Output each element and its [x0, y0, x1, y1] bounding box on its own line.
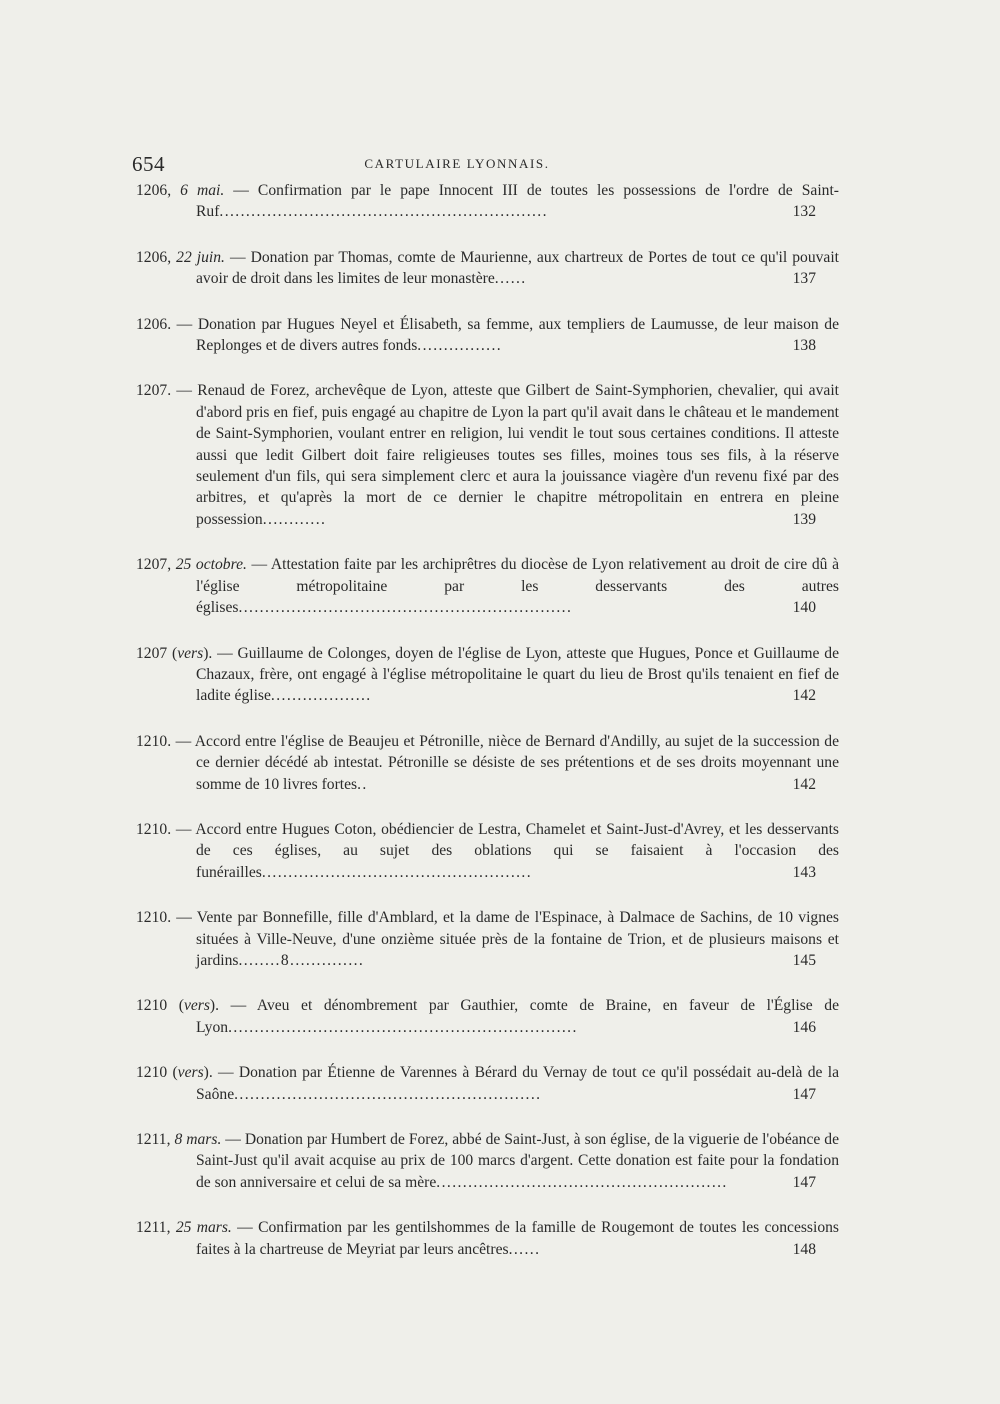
list-item: [136, 380, 839, 530]
page-number: 654: [132, 152, 165, 176]
entry-date-suffix: ).: [203, 644, 213, 662]
list-item: [136, 907, 839, 971]
page-reference: 140: [792, 599, 816, 617]
entry-description: — Attestation faite par les archiprêtres du diocèse de Lyon relativement au droit de cire dû à l'église métropolitaine par les desservants des autres églises: [196, 556, 839, 617]
entry-description: — Donation par Thomas, comte de Maurienne, aux chartreux de Portes de tout ce qu'il pouvait avoir de droit dans les limites de leur monastère: [196, 248, 839, 288]
leader-dots: ..................................................................: [228, 1018, 578, 1036]
entry-date: 1206,: [136, 182, 181, 199]
leader-dots: ...................: [270, 687, 372, 705]
page-reference: 137: [792, 270, 816, 288]
entry-date-italic: vers: [177, 644, 204, 662]
page-reference: 138: [792, 337, 816, 355]
entry-date: 1206.: [136, 315, 172, 333]
entry-date: 1207.: [136, 382, 172, 400]
entry-text: [136, 314, 839, 357]
list-item: [136, 1129, 839, 1193]
leader-dots: ............: [262, 510, 327, 528]
leader-dots: ........8..............: [238, 951, 365, 969]
running-title: CARTULAIRE LYONNAIS.: [364, 156, 550, 171]
entry-text: [136, 907, 839, 971]
entry-date-italic: 25 octobre.: [175, 556, 247, 574]
entry-date: 1210 (: [136, 997, 184, 1015]
page-reference: 139: [792, 510, 816, 528]
entry-text: [136, 819, 839, 883]
page-reference: 148: [792, 1240, 816, 1258]
entry-date-italic: 22 juin.: [176, 248, 225, 266]
entry-date-italic: vers: [183, 997, 210, 1015]
entry-text: [136, 995, 839, 1038]
entry-list: [136, 180, 840, 1284]
page-reference: 143: [792, 863, 816, 881]
page-header: [132, 150, 782, 176]
entry-date: 1210.: [136, 732, 172, 750]
entry-description: — Donation par Humbert de Forez, abbé de Saint-Just, à son église, de la viguerie de l'obéance de Saint-Just qu'il avait acquise au prix de 100 marcs d'argent. Cette donation est faite pour la fondation de son anniversaire et celui de sa mère: [196, 1131, 839, 1191]
entry-description: — Guillaume de Colonges, doyen de l'église de Lyon, atteste que Hugues, Ponce et Guillaume de Chazaux, frère, ont engagé à l'église métropolitaine le quart du lieu de Brost qu'ils tenaient en fief de ladite église: [196, 644, 840, 705]
entry-date: 1211,: [136, 1131, 175, 1148]
page-reference: 147: [792, 1085, 816, 1103]
entry-description: — Confirmation par les gentilshommes de la famille de Rougemont de toutes les concessions faites à la chartreuse de Meyriat par leurs ancêtres: [196, 1219, 839, 1258]
list-item: [136, 995, 839, 1038]
entry-description: — Aveu et dénombrement par Gauthier, comte de Braine, en faveur de l'Église de Lyon: [196, 997, 839, 1036]
entry-description: — Accord entre l'église de Beaujeu et Pétronille, nièce de Bernard d'Andilly, au sujet de la succession de ce dernier décédé ab intestat. Pétronille se désiste de ses prétentions et de ses droits moyennant une somme de 10 livres fortes: [171, 732, 839, 793]
page-reference: 142: [792, 687, 816, 705]
entry-date: 1207 (: [136, 644, 178, 662]
entry-date-suffix: ).: [209, 997, 220, 1015]
entry-date-italic: 8 mars.: [174, 1131, 222, 1148]
list-item: [136, 554, 839, 618]
page-reference: 145: [792, 951, 816, 969]
leader-dots: .......................................................: [436, 1173, 728, 1191]
entry-text: [136, 380, 839, 530]
entry-text: [136, 643, 839, 707]
list-item: [136, 314, 839, 357]
list-item: [136, 819, 839, 883]
leader-dots: ......: [508, 1240, 541, 1258]
entry-text: [136, 180, 839, 223]
list-item: [136, 180, 839, 223]
list-item: [136, 643, 840, 707]
entry-description: — Vente par Bonnefille, fille d'Amblard, et la dame de l'Espinace, à Dalmace de Sachins, de 10 vignes situées à Ville-Neuve, d'une onzième située près de la fontaine de Trion, et de plusieurs maisons et jardins: [171, 909, 839, 969]
page-reference: 132: [792, 203, 816, 221]
entry-date: 1211,: [136, 1219, 176, 1237]
list-item: [136, 731, 839, 795]
entry-date-italic: 25 mars.: [175, 1219, 232, 1237]
leader-dots: ..........................................................: [234, 1085, 542, 1103]
leader-dots: ...................................................: [261, 863, 533, 881]
entry-date: 1210 (: [136, 1064, 178, 1082]
entry-text: [136, 554, 839, 618]
list-item: [136, 1217, 839, 1260]
entry-text: [136, 731, 839, 795]
list-item: [136, 1062, 839, 1105]
page-reference: 146: [792, 1018, 816, 1036]
entry-date: 1210.: [136, 820, 172, 838]
entry-date: 1206,: [136, 248, 177, 266]
entry-text: [136, 247, 839, 290]
entry-description: — Renaud de Forez, archevêque de Lyon, atteste que Gilbert de Saint-Symphorien, chevalier, qui avait d'abord pris en fief, puis engagé au chapitre de Lyon la part qu'il avait dans le château et le mandement de Saint-Symphorien, voulant entrer en religion, lui vendit le tout sous certaines conditions. Il atteste aussi que ledit Gilbert doit faire religieuses toutes ses filles, moines tous ses fils, à la réserve seulement d'un fils, qui sera simplement clerc et aura la jouissance viagère d'un revenu fixé par des arbitres, et qu'après la mort de ce dernier le chapitre métropolitain en entrera en pleine possession: [171, 382, 839, 528]
leader-dots: ......: [494, 270, 527, 288]
leader-dots: ...............................................................: [238, 599, 573, 617]
entry-description: — Confirmation par le pape Innocent III de toutes les possessions de l'ordre de Saint-Ruf: [196, 182, 839, 221]
leader-dots: ..............................................................: [219, 203, 548, 221]
list-item: [136, 247, 839, 290]
entry-description: — Donation par Étienne de Varennes à Bérard du Vernay de tout ce qu'il possédait au-delà de la Saône: [196, 1064, 839, 1103]
leader-dots: ................: [417, 337, 503, 355]
page-reference: 147: [792, 1173, 816, 1191]
entry-description: — Donation par Hugues Neyel et Élisabeth, sa femme, aux templiers de Laumusse, de leur maison de Replonges et de divers autres fonds: [171, 315, 839, 355]
entry-date: 1207,: [136, 556, 176, 574]
entry-description: — Accord entre Hugues Coton, obédiencier de Lestra, Chamelet et Saint-Just-d'Avrey, et les desservants de ces églises, au sujet des oblations qui se faisaient à l'occasion des funérailles: [171, 820, 839, 881]
entry-text: [136, 1062, 839, 1105]
entry-text: [136, 1217, 839, 1260]
entry-date: 1210.: [136, 909, 172, 927]
leader-dots: ..: [357, 775, 368, 793]
entry-date-italic: vers: [177, 1064, 204, 1082]
page-reference: 142: [792, 775, 816, 793]
entry-date-italic: 6 mai.: [180, 182, 225, 199]
entry-date-suffix: ).: [203, 1064, 213, 1082]
entry-text: [136, 1129, 839, 1193]
